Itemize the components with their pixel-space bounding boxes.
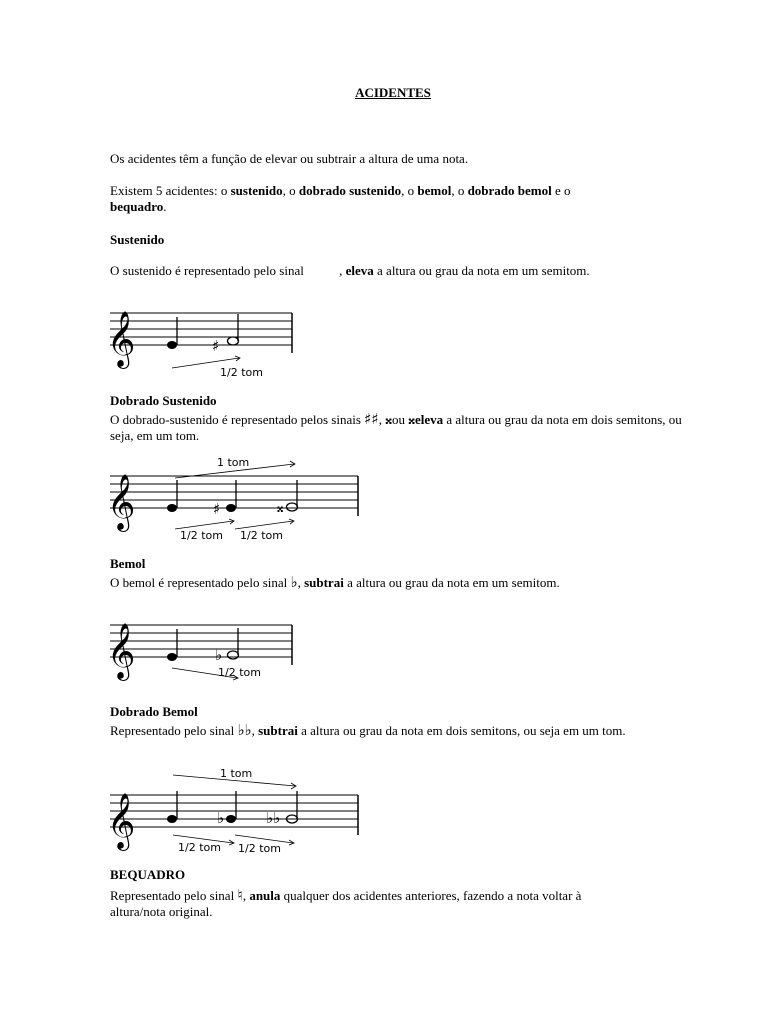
dobrado-bemol-paragraph xyxy=(110,722,670,739)
list-item-bequadro: bequadro xyxy=(110,199,164,214)
section-heading-dobrado-sustenido: Dobrado Sustenido xyxy=(110,393,217,408)
bequadro-paragraph xyxy=(110,887,640,920)
double-sharp-icon: 𝄪 xyxy=(277,500,284,516)
list-item-sustenido: sustenido xyxy=(230,183,283,198)
list-sep: e o xyxy=(551,183,571,198)
bemol-text-end: a altura ou grau da nota em um semitom. xyxy=(343,575,560,590)
dobrado-sustenido-bold-word: eleva xyxy=(414,412,444,427)
bequadro-bold-word: anula xyxy=(249,888,281,903)
one-tone-label: 1 tom xyxy=(220,767,253,780)
one-tone-label: 1 tom xyxy=(217,456,250,469)
half-tone-label: 1/2 tom xyxy=(178,841,221,854)
half-tone-label: 1/2 tom xyxy=(220,366,263,379)
double-sharp-sign-icon: ♯♯ xyxy=(364,410,379,428)
flat-sign-icon: ♭ xyxy=(290,573,298,591)
natural-sign-icon: ♮ xyxy=(237,886,243,904)
bequadro-sep: , xyxy=(242,888,250,903)
half-tone-label: 1/2 tom xyxy=(180,529,223,542)
list-sep: , o xyxy=(401,183,418,198)
list-sep: , o xyxy=(451,183,468,198)
list-end: . xyxy=(163,199,167,214)
dobrado-sustenido-paragraph xyxy=(110,411,690,444)
list-item-bemol: bemol xyxy=(417,183,452,198)
bemol-bold-word: subtrai xyxy=(304,575,344,590)
treble-clef-icon: 𝄞 xyxy=(107,474,136,530)
double-sharp-x-icon: 𝄪 xyxy=(408,410,415,428)
list-paragraph xyxy=(110,183,690,215)
dobrado-sustenido-or: ou xyxy=(391,412,409,427)
sustenido-paragraph xyxy=(110,263,690,279)
bemol-paragraph xyxy=(110,574,690,591)
treble-clef-icon: 𝄞 xyxy=(107,311,136,367)
flat-icon: ♭ xyxy=(215,646,223,664)
bemol-sep: , xyxy=(297,575,305,590)
sustenido-sep: , xyxy=(339,263,346,278)
section-heading-bemol: Bemol xyxy=(110,556,146,571)
sharp-icon: ♯ xyxy=(212,337,220,355)
dobrado-sustenido-text: O dobrado-sustenido é representado pelos sinais xyxy=(110,412,365,427)
half-tone-label: 1/2 tom xyxy=(238,842,281,855)
bemol-staff-figure xyxy=(105,612,305,684)
dobrado-bemol-text: Representado pelo sinal xyxy=(110,723,238,738)
treble-clef-icon: 𝄞 xyxy=(107,623,136,679)
dobrado-bemol-staff-figure xyxy=(105,765,370,857)
sustenido-text-end: a altura ou grau da nota em um semitom. xyxy=(373,263,590,278)
page-title: ACIDENTES xyxy=(355,85,431,100)
half-tone-label: 1/2 tom xyxy=(240,529,283,542)
double-sharp-x-icon: 𝄪 xyxy=(385,410,392,428)
sustenido-text: O sustenido é representado pelo sinal xyxy=(110,263,308,278)
bemol-text: O bemol é representado pelo sinal xyxy=(110,575,291,590)
section-heading-bequadro: BEQUADRO xyxy=(110,867,186,882)
list-item-dobrado-sustenido: dobrado sustenido xyxy=(298,183,402,198)
dobrado-sustenido-sep: , xyxy=(378,412,386,427)
treble-clef-icon: 𝄞 xyxy=(107,793,136,849)
dobrado-sustenido-text-end: a altura ou grau da nota em dois semitons, ou seja, em um tom. xyxy=(110,412,682,443)
double-flat-sign-icon: ♭♭ xyxy=(237,721,252,739)
sustenido-staff-figure xyxy=(105,300,305,382)
half-tone-label: 1/2 tom xyxy=(218,666,261,679)
sharp-icon: ♯ xyxy=(213,500,221,518)
bequadro-text: Representado pelo sinal xyxy=(110,888,238,903)
bequadro-text-end: qualquer dos acidentes anteriores, fazendo a nota voltar à altura/nota original. xyxy=(110,888,582,919)
section-heading-sustenido: Sustenido xyxy=(110,232,165,247)
list-sep: , o xyxy=(282,183,299,198)
dobrado-bemol-text-end: a altura ou grau da nota em dois semitons, ou seja em um tom. xyxy=(297,723,626,738)
intro-paragraph: Os acidentes têm a função de elevar ou subtrair a altura de uma nota. xyxy=(110,151,469,166)
list-item-dobrado-bemol: dobrado bemol xyxy=(467,183,552,198)
dobrado-bemol-sep: , xyxy=(251,723,259,738)
sustenido-bold-word: eleva xyxy=(345,263,374,278)
list-prefix: Existem 5 acidentes: o xyxy=(110,183,231,198)
double-flat-icon: ♭♭ xyxy=(266,809,281,827)
section-heading-dobrado-bemol: Dobrado Bemol xyxy=(110,704,198,719)
dobrado-bemol-bold-word: subtrai xyxy=(258,723,298,738)
flat-icon: ♭ xyxy=(217,809,225,827)
dobrado-sustenido-staff-figure xyxy=(105,454,370,544)
